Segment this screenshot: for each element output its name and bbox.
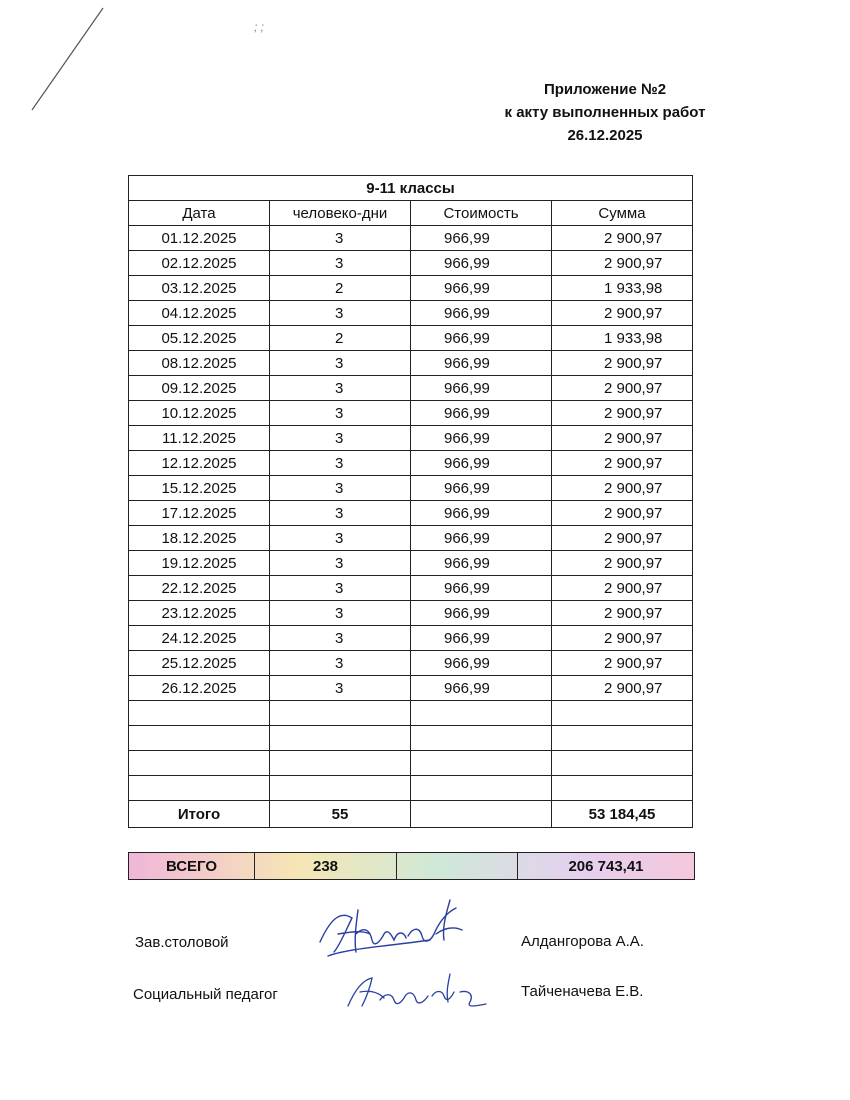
cell-sum: 2 900,97 (552, 226, 693, 251)
column-header-sum: Сумма (552, 201, 693, 226)
cell-date: 03.12.2025 (129, 276, 270, 301)
table-row-empty (129, 701, 693, 726)
cell-person-days: 3 (270, 626, 411, 651)
cell-person-days: 3 (270, 251, 411, 276)
cell-person-days: 3 (270, 526, 411, 551)
cell-sum: 2 900,97 (552, 526, 693, 551)
cell-date: 02.12.2025 (129, 251, 270, 276)
handwritten-signature-social (340, 962, 500, 1018)
cell-date: 19.12.2025 (129, 551, 270, 576)
table-row (129, 676, 693, 701)
cell-sum: 2 900,97 (552, 376, 693, 401)
meals-table (128, 175, 693, 828)
cell-person-days: 3 (270, 426, 411, 451)
table-row (129, 426, 693, 451)
cell-person-days: 3 (270, 601, 411, 626)
cell-person-days: 3 (270, 301, 411, 326)
cell-person-days: 3 (270, 651, 411, 676)
column-header-price: Стоимость (411, 201, 552, 226)
cell-date: 09.12.2025 (129, 376, 270, 401)
cell-person-days: 3 (270, 401, 411, 426)
handwritten-signature-canteen (310, 890, 480, 970)
table-row (129, 301, 693, 326)
cell-person-days: 3 (270, 226, 411, 251)
cell-date: 22.12.2025 (129, 576, 270, 601)
appendix-date: 26.12.2025 (567, 127, 643, 144)
cell-date: 01.12.2025 (129, 226, 270, 251)
cell-sum: 2 900,97 (552, 301, 693, 326)
signer-name-canteen: Алдангорова А.А. (521, 933, 644, 950)
cell-price: 966,99 (411, 251, 552, 276)
cell-person-days: 3 (270, 576, 411, 601)
cell-date: 26.12.2025 (129, 676, 270, 701)
cell-sum: 2 900,97 (552, 476, 693, 501)
cell-price: 966,99 (411, 401, 552, 426)
cell-price: 966,99 (411, 526, 552, 551)
cell-sum: 2 900,97 (552, 401, 693, 426)
table-row (129, 326, 693, 351)
cell-person-days: 3 (270, 676, 411, 701)
total-label: Итого (129, 801, 270, 828)
cell-sum: 2 900,97 (552, 251, 693, 276)
signer-position-canteen: Зав.столовой (135, 934, 229, 951)
cell-person-days: 3 (270, 451, 411, 476)
cell-date: 04.12.2025 (129, 301, 270, 326)
signer-name-social: Тайченачева Е.В. (521, 983, 644, 1000)
table-row (129, 251, 693, 276)
cell-person-days: 3 (270, 551, 411, 576)
cell-price: 966,99 (411, 301, 552, 326)
cell-date: 25.12.2025 (129, 651, 270, 676)
grand-total-label: ВСЕГО (129, 853, 255, 880)
cell-date: 17.12.2025 (129, 501, 270, 526)
total-days: 55 (270, 801, 411, 828)
table-row (129, 351, 693, 376)
grand-total-table (128, 852, 695, 880)
cell-sum: 1 933,98 (552, 276, 693, 301)
cell-sum: 2 900,97 (552, 676, 693, 701)
cell-sum: 2 900,97 (552, 451, 693, 476)
cell-person-days: 2 (270, 276, 411, 301)
cell-price: 966,99 (411, 276, 552, 301)
grand-total-days: 238 (255, 853, 397, 880)
cell-sum: 2 900,97 (552, 626, 693, 651)
cell-price: 966,99 (411, 476, 552, 501)
cell-person-days: 3 (270, 376, 411, 401)
cell-date: 15.12.2025 (129, 476, 270, 501)
cell-person-days: 2 (270, 326, 411, 351)
cell-price: 966,99 (411, 551, 552, 576)
grand-total-row (129, 853, 695, 880)
table-row (129, 276, 693, 301)
cell-date: 12.12.2025 (129, 451, 270, 476)
signer-position-social: Социальный педагог (133, 986, 278, 1003)
cell-price: 966,99 (411, 601, 552, 626)
cell-price: 966,99 (411, 451, 552, 476)
cell-price: 966,99 (411, 501, 552, 526)
appendix-subtitle: к акту выполненных работ (504, 104, 706, 121)
cell-price: 966,99 (411, 226, 552, 251)
cell-price: 966,99 (411, 651, 552, 676)
cell-date: 08.12.2025 (129, 351, 270, 376)
table-header-row (129, 201, 693, 226)
cell-person-days: 3 (270, 476, 411, 501)
table-row (129, 451, 693, 476)
total-sum: 53 184,45 (552, 801, 693, 828)
cell-date: 23.12.2025 (129, 601, 270, 626)
table-row (129, 401, 693, 426)
column-header-date: Дата (129, 201, 270, 226)
cell-sum: 2 900,97 (552, 576, 693, 601)
table-row (129, 476, 693, 501)
cell-price: 966,99 (411, 376, 552, 401)
table-row (129, 501, 693, 526)
cell-price: 966,99 (411, 351, 552, 376)
document-header (470, 78, 740, 147)
cell-sum: 2 900,97 (552, 601, 693, 626)
cell-date: 18.12.2025 (129, 526, 270, 551)
cell-sum: 2 900,97 (552, 501, 693, 526)
appendix-title: Приложение №2 (543, 81, 667, 98)
cell-sum: 1 933,98 (552, 326, 693, 351)
cell-person-days: 3 (270, 351, 411, 376)
table-caption: 9-11 классы (129, 176, 693, 201)
column-header-person-days: человеко-дни (270, 201, 411, 226)
table-row (129, 226, 693, 251)
total-row (129, 801, 693, 828)
table-row-empty (129, 726, 693, 751)
table-row (129, 601, 693, 626)
cell-sum: 2 900,97 (552, 651, 693, 676)
table-row-empty (129, 751, 693, 776)
table-row (129, 576, 693, 601)
cell-price: 966,99 (411, 626, 552, 651)
total-cost (411, 801, 552, 828)
cell-price: 966,99 (411, 326, 552, 351)
grand-total-sum: 206 743,41 (518, 853, 695, 880)
table-row (129, 626, 693, 651)
table-row (129, 651, 693, 676)
table-row (129, 551, 693, 576)
cell-price: 966,99 (411, 576, 552, 601)
cell-date: 05.12.2025 (129, 326, 270, 351)
cell-person-days: 3 (270, 501, 411, 526)
cell-date: 11.12.2025 (129, 426, 270, 451)
cell-sum: 2 900,97 (552, 351, 693, 376)
cell-sum: 2 900,97 (552, 551, 693, 576)
cell-sum: 2 900,97 (552, 426, 693, 451)
cell-date: 10.12.2025 (129, 401, 270, 426)
cell-date: 24.12.2025 (129, 626, 270, 651)
cell-price: 966,99 (411, 676, 552, 701)
table-row (129, 376, 693, 401)
cell-price: 966,99 (411, 426, 552, 451)
table-row-empty (129, 776, 693, 801)
grand-total-cost (397, 853, 518, 880)
scan-speck: ; ; (254, 20, 265, 34)
table-row (129, 526, 693, 551)
